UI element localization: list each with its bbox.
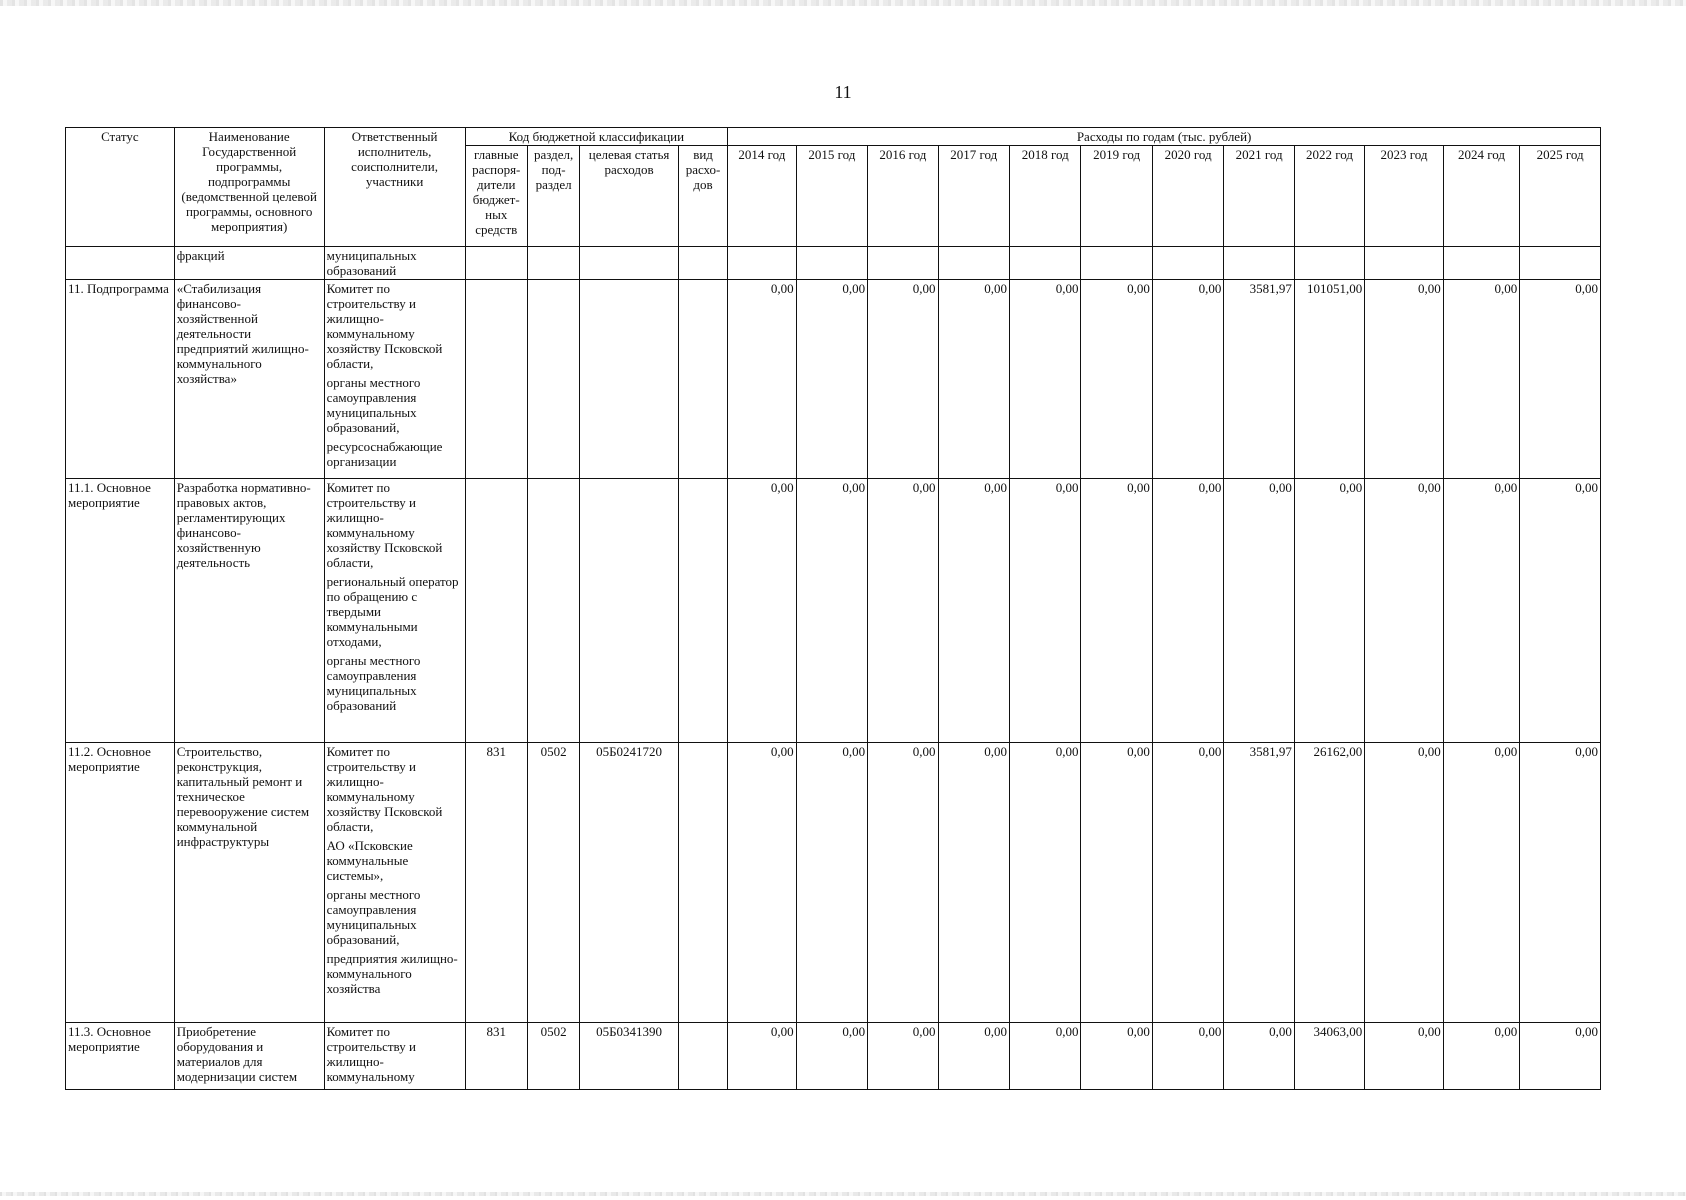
name-header: Наименование Государственной программы, подпрограммы (ведомственной целевой программы, основного мероприятия) [174, 128, 324, 247]
year-value-cell: 0,00 [1520, 743, 1601, 1023]
grbs-cell: 831 [465, 743, 527, 1023]
status-cell: 11.1. Основное мероприятие [66, 479, 175, 743]
year-header: 2019 год [1081, 146, 1152, 247]
expense-type-cell [678, 479, 727, 743]
year-value-cell: 0,00 [938, 1023, 1009, 1090]
year-value-cell: 0,00 [1365, 280, 1444, 479]
status-header: Статус [66, 128, 175, 247]
year-value-cell: 0,00 [1443, 743, 1519, 1023]
executor-part: региональный оператор по обращению с твердыми коммунальными отходами, [326, 574, 459, 649]
table-row [66, 1023, 1601, 1090]
executor-cell [324, 479, 465, 743]
name-cell: фракций [174, 247, 324, 280]
table-row [66, 743, 1601, 1023]
year-value-cell: 0,00 [728, 479, 796, 743]
table-row [66, 479, 1601, 743]
executor-part: Комитет по строительству и жилищно-коммунальному [326, 1024, 416, 1084]
year-value-cell: 0,00 [796, 479, 867, 743]
target-article-cell [580, 280, 679, 479]
year-value-cell: 0,00 [1081, 743, 1152, 1023]
target-article-header: целевая статья расходов [580, 146, 679, 247]
section-cell [527, 247, 579, 280]
name-cell: «Стабилизация финансово-хозяйственной деятельности предприятий жилищно-коммунального хозяйства» [174, 280, 324, 479]
year-value-cell: 0,00 [1010, 479, 1081, 743]
year-header: 2023 год [1365, 146, 1444, 247]
section-cell: 0502 [527, 743, 579, 1023]
year-value-cell: 0,00 [1365, 479, 1444, 743]
year-value-cell [1224, 247, 1294, 280]
year-value-cell: 0,00 [1520, 1023, 1601, 1090]
year-value-cell: 0,00 [1294, 479, 1364, 743]
year-value-cell: 101051,00 [1294, 280, 1364, 479]
status-cell: 11. Подпрограмма [66, 280, 175, 479]
year-value-cell: 0,00 [1443, 479, 1519, 743]
year-value-cell: 0,00 [1081, 1023, 1152, 1090]
year-value-cell: 0,00 [1224, 479, 1294, 743]
year-value-cell: 0,00 [938, 280, 1009, 479]
year-value-cell: 34063,00 [1294, 1023, 1364, 1090]
executor-header: Ответственный исполнитель, соисполнители, участники [324, 128, 465, 247]
executor-part: органы местного самоуправления муниципальных образований, [326, 887, 421, 947]
executor-part: ресурсоснабжающие организации [326, 439, 443, 469]
status-cell: 11.2. Основное мероприятие [66, 743, 175, 1023]
year-header: 2018 год [1010, 146, 1081, 247]
expense-type-header: вид расхо-дов [678, 146, 727, 247]
executor-part: органы местного самоуправления муниципальных образований, [326, 375, 421, 435]
executor-part: муниципальных образований [326, 248, 417, 278]
grbs-cell [465, 479, 527, 743]
executor-cell [324, 280, 465, 479]
year-value-cell: 3581,97 [1224, 743, 1294, 1023]
target-article-cell [580, 247, 679, 280]
expense-type-cell [678, 280, 727, 479]
year-value-cell: 0,00 [1520, 280, 1601, 479]
target-article-cell: 05Б0241720 [580, 743, 679, 1023]
grbs-cell [465, 247, 527, 280]
year-value-cell: 0,00 [1152, 479, 1223, 743]
year-value-cell: 0,00 [728, 1023, 796, 1090]
year-value-cell: 0,00 [1443, 1023, 1519, 1090]
year-value-cell: 0,00 [728, 280, 796, 479]
section-header: раздел, под-раздел [527, 146, 579, 247]
budget-code-header: Код бюджетной классификации [465, 128, 728, 146]
expense-type-cell [678, 743, 727, 1023]
expenses-header: Расходы по годам (тыс. рублей) [728, 128, 1601, 146]
executor-cell [324, 1023, 465, 1090]
year-value-cell: 0,00 [1224, 1023, 1294, 1090]
grbs-cell: 831 [465, 1023, 527, 1090]
year-value-cell [1081, 247, 1152, 280]
executor-part: Комитет по строительству и жилищно-коммунальному хозяйству Псковской области, [326, 281, 443, 371]
year-value-cell: 0,00 [1520, 479, 1601, 743]
name-cell: Приобретение оборудования и материалов для модернизации систем [174, 1023, 324, 1090]
table-row [66, 247, 1601, 280]
year-value-cell [1010, 247, 1081, 280]
year-value-cell: 3581,97 [1224, 280, 1294, 479]
year-value-cell [1365, 247, 1444, 280]
year-value-cell: 0,00 [1010, 1023, 1081, 1090]
executor-cell [324, 743, 465, 1023]
year-header: 2021 год [1224, 146, 1294, 247]
year-value-cell: 0,00 [938, 743, 1009, 1023]
table-header [66, 128, 1601, 247]
executor-part: предприятия жилищно-коммунального хозяйства [326, 951, 458, 996]
year-header: 2015 год [796, 146, 867, 247]
year-value-cell: 0,00 [1081, 280, 1152, 479]
year-value-cell: 0,00 [796, 1023, 867, 1090]
year-value-cell: 0,00 [1152, 1023, 1223, 1090]
name-cell: Строительство, реконструкция, капитальный ремонт и техническое перевооружение систем коммунальной инфраструктуры [174, 743, 324, 1023]
expense-type-cell [678, 247, 727, 280]
year-value-cell: 0,00 [938, 479, 1009, 743]
status-cell: 11.3. Основное мероприятие [66, 1023, 175, 1090]
table-body [66, 247, 1601, 1090]
year-header: 2022 год [1294, 146, 1364, 247]
year-value-cell: 0,00 [1443, 280, 1519, 479]
status-cell [66, 247, 175, 280]
year-header: 2014 год [728, 146, 796, 247]
executor-part: Комитет по строительству и жилищно-коммунальному хозяйству Псковской области, [326, 744, 443, 834]
year-value-cell: 0,00 [868, 479, 938, 743]
grbs-cell [465, 280, 527, 479]
year-header: 2025 год [1520, 146, 1601, 247]
year-value-cell: 0,00 [1152, 280, 1223, 479]
name-cell: Разработка нормативно-правовых актов, регламентирующих финансово-хозяйственную деятельность [174, 479, 324, 743]
year-value-cell [938, 247, 1009, 280]
year-value-cell: 0,00 [1152, 743, 1223, 1023]
executor-part: АО «Псковские коммунальные системы», [326, 838, 413, 883]
year-value-cell: 0,00 [1010, 280, 1081, 479]
year-value-cell [1520, 247, 1601, 280]
section-cell: 0502 [527, 1023, 579, 1090]
year-header: 2017 год [938, 146, 1009, 247]
expense-type-cell [678, 1023, 727, 1090]
target-article-cell: 05Б0341390 [580, 1023, 679, 1090]
year-value-cell: 0,00 [1081, 479, 1152, 743]
year-value-cell [796, 247, 867, 280]
year-value-cell: 0,00 [868, 743, 938, 1023]
year-value-cell: 0,00 [1010, 743, 1081, 1023]
year-value-cell: 0,00 [868, 280, 938, 479]
year-header: 2020 год [1152, 146, 1223, 247]
year-value-cell: 0,00 [868, 1023, 938, 1090]
grbs-header: главные распоря-дители бюджет-ных средств [465, 146, 527, 247]
scan-edge-bottom [0, 1192, 1686, 1196]
year-value-cell: 0,00 [1365, 743, 1444, 1023]
page-number: 11 [834, 82, 852, 102]
executor-part: Комитет по строительству и жилищно-коммунальному хозяйству Псковской области, [326, 480, 443, 570]
year-header: 2016 год [868, 146, 938, 247]
year-header: 2024 год [1443, 146, 1519, 247]
year-value-cell: 0,00 [796, 280, 867, 479]
year-value-cell [1294, 247, 1364, 280]
scan-edge-top [0, 0, 1686, 6]
year-value-cell [1152, 247, 1223, 280]
year-value-cell [868, 247, 938, 280]
executor-part: органы местного самоуправления муниципальных образований [326, 653, 421, 713]
year-value-cell: 26162,00 [1294, 743, 1364, 1023]
table-row [66, 280, 1601, 479]
year-value-cell: 0,00 [1365, 1023, 1444, 1090]
section-cell [527, 280, 579, 479]
year-value-cell [1443, 247, 1519, 280]
executor-cell [324, 247, 465, 280]
year-value-cell [728, 247, 796, 280]
section-cell [527, 479, 579, 743]
year-value-cell: 0,00 [796, 743, 867, 1023]
budget-table [65, 127, 1601, 1090]
year-value-cell: 0,00 [728, 743, 796, 1023]
target-article-cell [580, 479, 679, 743]
